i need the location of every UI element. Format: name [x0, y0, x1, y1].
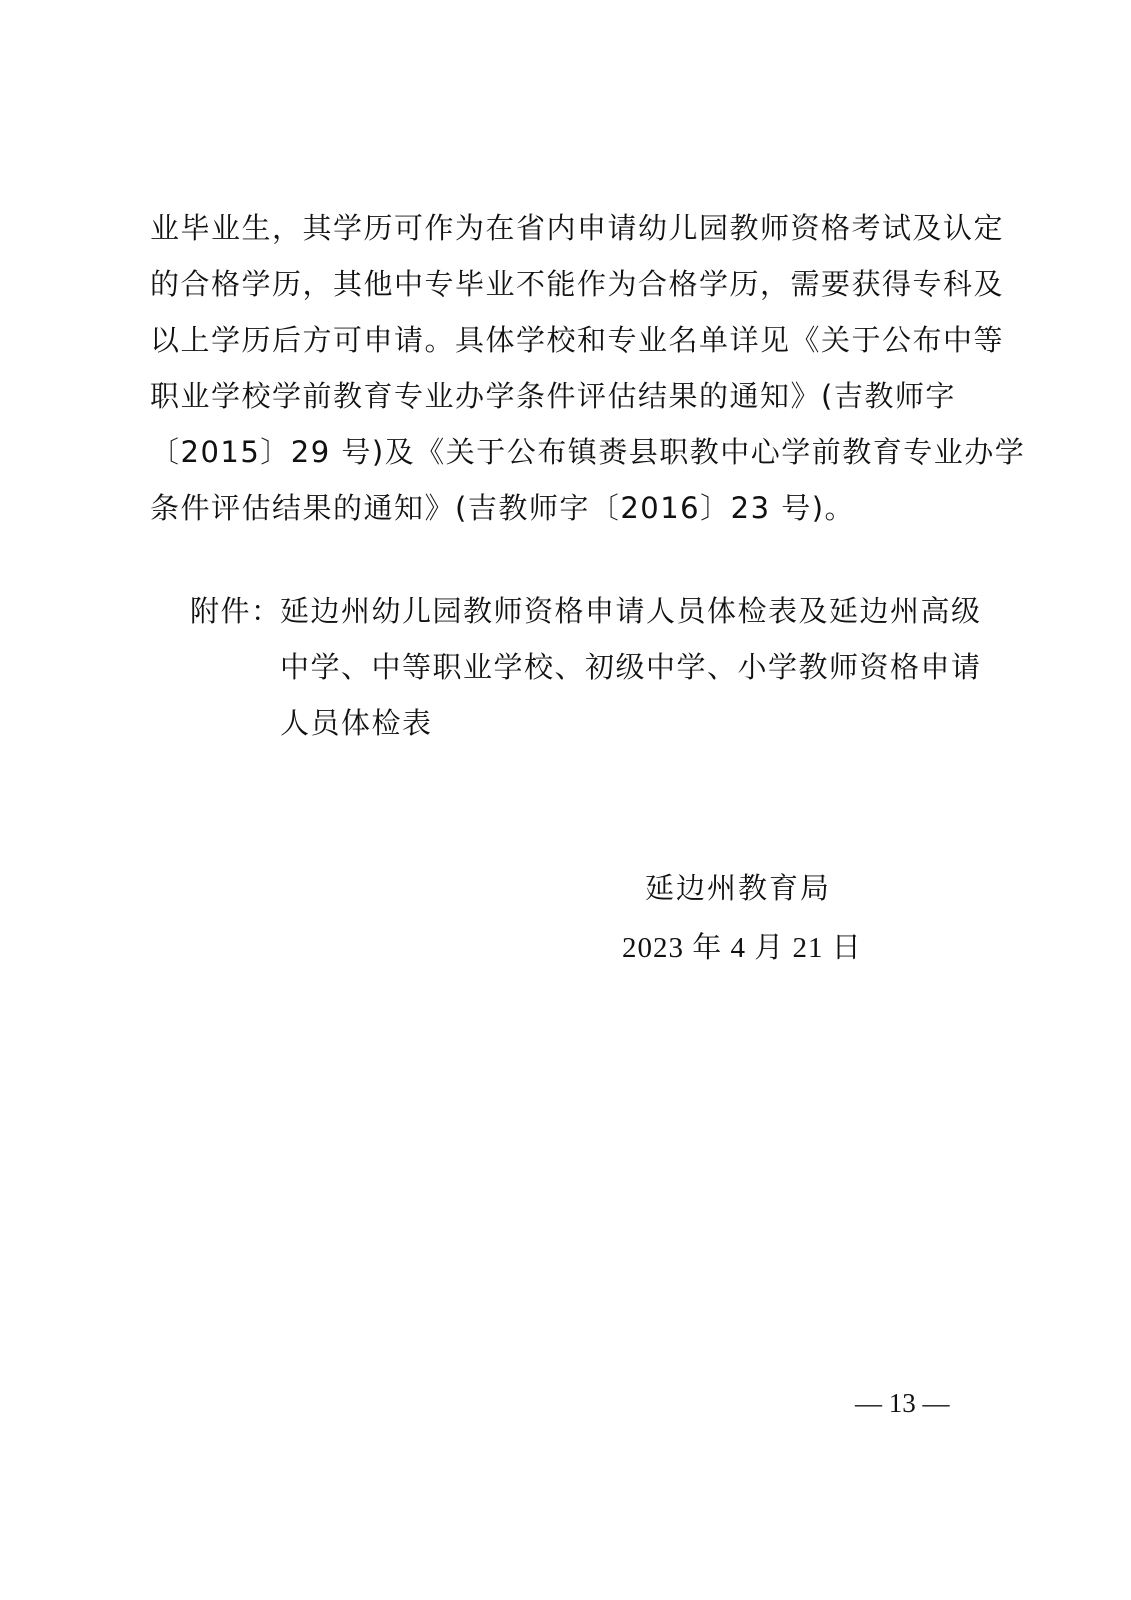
- body-line: 职业学校学前教育专业办学条件评估结果的通知》(吉教师字: [150, 379, 956, 413]
- body-line: 〔2015〕29 号)及《关于公布镇赉县职教中心学前教育专业办学: [150, 435, 1026, 469]
- attachment-label: 附件：: [190, 594, 282, 628]
- page-number: — 13 —: [855, 1388, 950, 1418]
- signature-organization: 延边州教育局: [645, 871, 832, 905]
- body-line: 业毕业生，其学历可作为在省内申请幼儿园教师资格考试及认定: [150, 211, 1005, 245]
- attachment-line: 人员体检表: [280, 706, 433, 740]
- attachment-line: 延边州幼儿园教师资格申请人员体检表及延边州高级: [280, 594, 982, 628]
- body-line: 条件评估结果的通知》(吉教师字〔2016〕23 号)。: [150, 491, 856, 525]
- body-paragraph: [150, 200, 1026, 536]
- body-line: 的合格学历，其他中专毕业不能作为合格学历，需要获得专科及: [150, 267, 1005, 301]
- attachment-line: 中学、中等职业学校、初级中学、小学教师资格申请: [280, 650, 982, 684]
- body-line: 以上学历后方可申请。具体学校和专业名单详见《关于公布中等: [150, 323, 1005, 357]
- signature-date: 2023 年 4 月 21 日: [622, 932, 862, 964]
- attachment-description: [280, 583, 980, 751]
